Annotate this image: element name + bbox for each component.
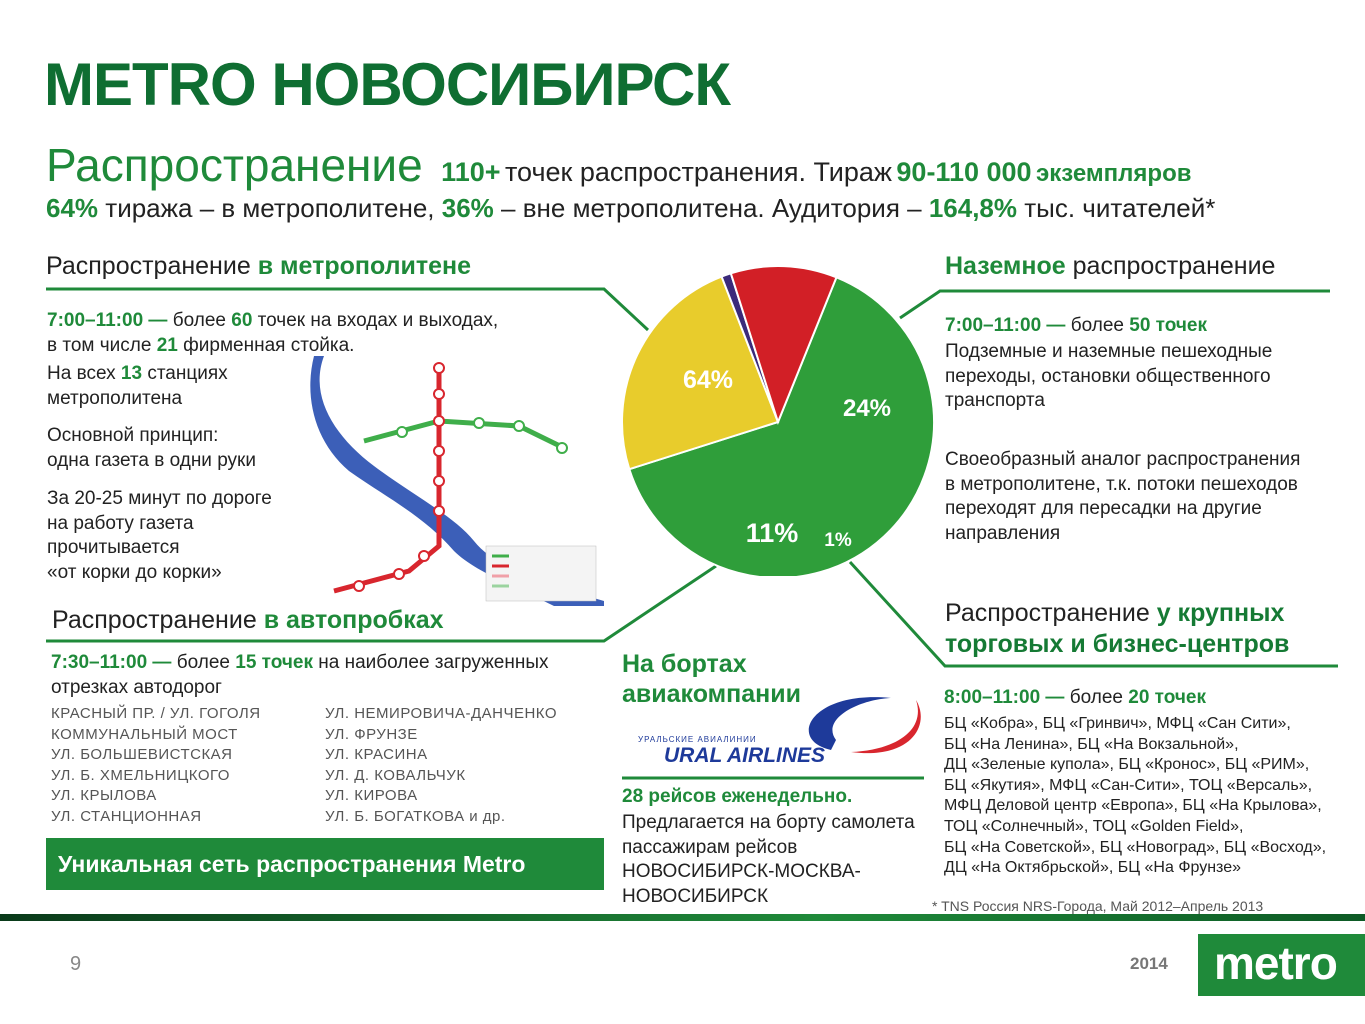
logo-small-text: УРАЛЬСКИЕ АВИАЛИНИИ [638, 735, 757, 744]
street-item: УЛ. Д. КОВАЛЬЧУК [325, 766, 466, 784]
year-label: 2014 [1130, 954, 1168, 973]
t: переходят для пересадки на другие [945, 498, 1262, 519]
t: одна газета в одни руки [47, 449, 256, 471]
logo-text: metro [1214, 937, 1337, 989]
n: 60 [231, 310, 253, 331]
business-center-line: БЦ «Якутия», МФЦ «Сан-Сити», ТОЦ «Версаль», [944, 776, 1313, 794]
t: Предлагается на борту самолета [622, 812, 915, 833]
t: фирменная стойка. [183, 334, 355, 356]
audience-value: 164,8% [928, 193, 1017, 223]
t: станциях [147, 363, 228, 384]
street-item: УЛ. БОЛЬШЕВИСТСКАЯ [51, 746, 233, 763]
pie-slice-label: 24% [842, 395, 892, 422]
n: 15 точек [235, 652, 313, 673]
n: 50 точек [1129, 315, 1207, 336]
metro-reading-text [47, 487, 272, 585]
flights-count: 28 рейсов еженедельно. [622, 786, 853, 807]
t: Своеобразный аналог распространения [945, 449, 1301, 470]
business-section-heading [945, 598, 1289, 660]
business-center-line: БЦ «На Советской», БЦ «Новоград», БЦ «Восход», [944, 838, 1327, 856]
ground-text-2 [945, 448, 1300, 546]
t: авиакомпании [622, 680, 802, 708]
streets-left-list [51, 704, 261, 827]
heading-plain: Распространение [945, 599, 1150, 627]
business-center-line: ДЦ «На Октябрьской», БЦ «На Фрунзе» [944, 859, 1241, 877]
t: На бортах [622, 650, 747, 678]
outside-text: – вне метрополитена. Аудитория – [501, 193, 922, 223]
business-center-line: МФЦ Деловой центр «Европа», БЦ «На Крылова», [944, 797, 1322, 815]
footnote: * TNS Россия NRS-Города, Май 2012–Апрель 2013 [932, 898, 1264, 914]
t: 8:00–11:00 — [944, 687, 1065, 708]
circulation-unit: экземпляров [1036, 160, 1192, 187]
circulation-value: 90-110 000 [896, 157, 1032, 187]
t: метрополитена [47, 387, 183, 409]
t: на работу газета [47, 512, 194, 534]
points-text: точек распространения. Тираж [504, 157, 892, 187]
ground-time [945, 314, 1207, 339]
metro-text: тиража – в метрополитене, [105, 193, 435, 223]
t: более [1069, 687, 1123, 708]
street-item: УЛ. КИРОВА [325, 787, 418, 804]
t: 7:00–11:00 — [945, 315, 1066, 336]
t: в том числе [47, 334, 152, 356]
heading-plain: Распространение [46, 252, 251, 280]
bottom-divider [0, 914, 1365, 921]
n: 20 точек [1128, 687, 1206, 708]
pie-slice-label: 64% [682, 366, 734, 394]
metro-times [47, 309, 498, 358]
heading-bold: в автопробках [263, 606, 444, 634]
metro-stations-text [47, 362, 228, 411]
t: точек на входах и выходах, [257, 310, 499, 331]
traffic-time [51, 651, 549, 700]
street-item: КРАСНЫЙ ПР. / УЛ. ГОГОЛЯ [51, 705, 261, 722]
business-center-line: БЦ «Кобра», БЦ «Гринвич», МФЦ «Сан Сити», [944, 715, 1291, 732]
t: более [176, 652, 230, 673]
business-center-line: ТОЦ «Солнечный», ТОЦ «Golden Field», [944, 817, 1244, 835]
business-center-line: БЦ «На Ленина», БЦ «На Вокзальной», [944, 735, 1239, 753]
heading-bold: в метрополитене [257, 252, 472, 280]
street-item: УЛ. НЕМИРОВИЧА-ДАНЧЕНКО [325, 705, 558, 722]
heading-plain: распространение [1072, 252, 1276, 280]
heading-bold: торговых и бизнес-центров [945, 630, 1290, 658]
t: переходы, остановки общественного [945, 365, 1271, 387]
t: «от корки до корки» [47, 561, 222, 583]
heading-plain: Распространение [52, 606, 257, 634]
street-item: УЛ. Б. ХМЕЛЬНИЦКОГО [51, 766, 230, 784]
t: отрезках автодорог [51, 676, 222, 698]
metro-time: 7:00–11:00 — [47, 310, 168, 331]
t: На всех [47, 363, 116, 384]
t: 7:30–11:00 — [51, 652, 172, 673]
t: Основной принцип: [47, 425, 219, 446]
n: 21 [156, 334, 178, 356]
t: пассажирам рейсов [622, 836, 798, 858]
outside-pct: 36% [441, 193, 494, 223]
street-item: УЛ. Б. БОГАТКОВА и др. [325, 807, 506, 825]
page-number: 9 [70, 953, 82, 975]
streets-right-list [325, 704, 557, 827]
t: НОВОСИБИРСК [622, 885, 769, 907]
street-item: УЛ. СТАНЦИОННАЯ [51, 807, 202, 825]
airline-text [622, 811, 915, 909]
ural-airlines-logo [636, 680, 928, 772]
audience-text: тыс. читателей* [1024, 193, 1216, 223]
metro-logo [1198, 934, 1365, 996]
t: более [172, 310, 226, 331]
t: НОВОСИБИРСК-МОСКВА- [622, 861, 861, 882]
street-item: УЛ. КРАСИНА [325, 746, 428, 763]
street-item: УЛ. КРЫЛОВА [51, 787, 157, 804]
t: транспорта [945, 390, 1045, 411]
distribution-pie-chart [612, 266, 942, 576]
n: 13 [120, 363, 143, 384]
t: в метрополитене, т.к. потоки пешеходов [945, 473, 1298, 495]
distribution-heading: Распространение [46, 139, 423, 191]
business-centers-list [944, 714, 1326, 879]
ground-text-1 [945, 340, 1272, 414]
metro-principle-text [47, 424, 256, 473]
t: на наиболее загруженных [318, 652, 549, 673]
pie-slice-label: 11% [745, 518, 799, 548]
t: более [1070, 315, 1124, 336]
logo-text: URAL AIRLINES [664, 744, 826, 767]
street-item: УЛ. ФРУНЗЕ [325, 725, 418, 743]
t: За 20-25 минут по дороге [47, 488, 272, 509]
pie-slice-label: 1% [824, 530, 852, 551]
business-time [944, 686, 1206, 711]
traffic-section-heading [52, 606, 444, 635]
street-item: КОММУНАЛЬНЫЙ МОСТ [51, 725, 238, 743]
t: Подземные и наземные пешеходные [945, 341, 1273, 362]
ground-section-heading [945, 252, 1275, 281]
business-center-line: ДЦ «Зеленые купола», БЦ «Кронос», БЦ «РИМ», [944, 756, 1310, 774]
metro-pct: 64% [46, 193, 99, 223]
points-count: 110+ [441, 157, 501, 187]
t: прочитывается [47, 537, 180, 558]
metro-section-heading [46, 252, 471, 281]
page-title: METRO НОВОСИБИРСК [44, 51, 731, 118]
unique-network-banner: Уникальная сеть распространения Metro [46, 838, 604, 890]
metro-map-image [304, 356, 604, 606]
heading-bold: у крупных [1156, 599, 1285, 627]
heading-bold: Наземное [945, 252, 1066, 280]
t: направления [945, 522, 1061, 544]
